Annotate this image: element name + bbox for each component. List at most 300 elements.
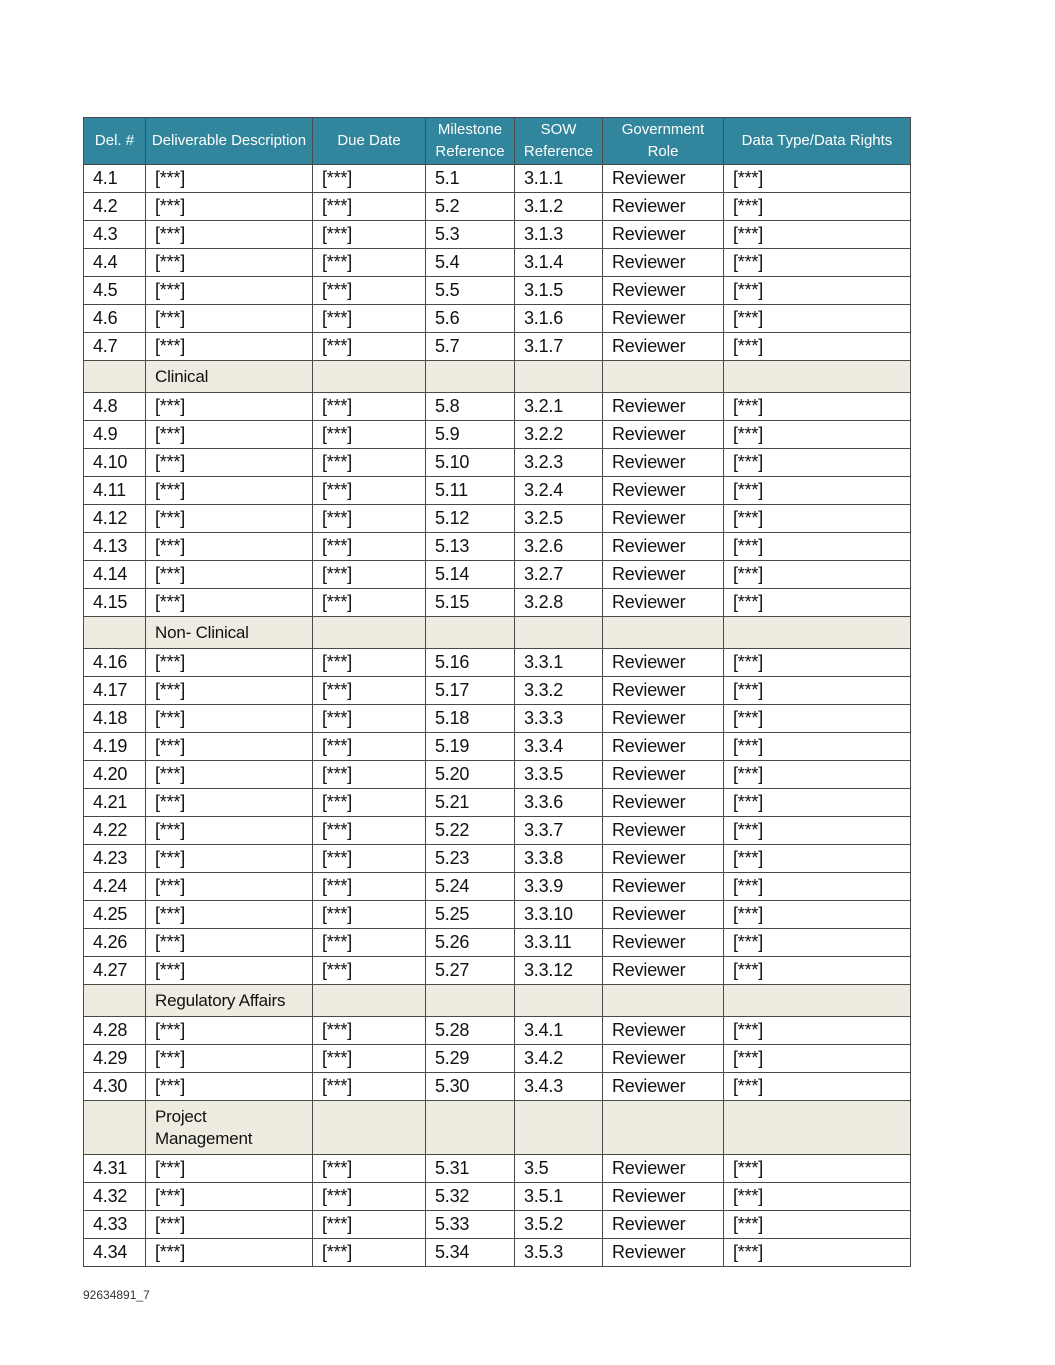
description-cell: [***] <box>146 477 313 505</box>
del-number-cell: 4.27 <box>84 957 146 985</box>
sow-ref-cell: 3.5.1 <box>515 1183 603 1211</box>
table-row <box>84 249 911 277</box>
section-empty-cell <box>515 617 603 649</box>
table-row <box>84 1155 911 1183</box>
data-rights-cell: [***] <box>724 393 911 421</box>
del-number-cell: 4.1 <box>84 165 146 193</box>
sow-ref-cell: 3.3.4 <box>515 733 603 761</box>
due-date-cell: [***] <box>313 873 426 901</box>
due-date-cell: [***] <box>313 221 426 249</box>
table-row <box>84 649 911 677</box>
section-empty-cell <box>313 985 426 1017</box>
data-rights-cell: [***] <box>724 845 911 873</box>
gov-role-cell: Reviewer <box>603 1045 724 1073</box>
gov-role-cell: Reviewer <box>603 873 724 901</box>
due-date-cell: [***] <box>313 165 426 193</box>
gov-role-cell: Reviewer <box>603 333 724 361</box>
section-row <box>84 361 911 393</box>
description-cell: [***] <box>146 1017 313 1045</box>
section-empty-cell <box>515 1101 603 1155</box>
data-rights-cell: [***] <box>724 1045 911 1073</box>
description-cell: [***] <box>146 589 313 617</box>
milestone-ref-cell: 5.8 <box>426 393 515 421</box>
table-row <box>84 1239 911 1267</box>
gov-role-cell: Reviewer <box>603 221 724 249</box>
milestone-ref-cell: 5.12 <box>426 505 515 533</box>
due-date-cell: [***] <box>313 277 426 305</box>
gov-role-cell: Reviewer <box>603 957 724 985</box>
due-date-cell: [***] <box>313 533 426 561</box>
description-cell: [***] <box>146 393 313 421</box>
section-empty-cell <box>724 617 911 649</box>
due-date-cell: [***] <box>313 1239 426 1267</box>
gov-role-cell: Reviewer <box>603 1211 724 1239</box>
del-number-cell: 4.22 <box>84 817 146 845</box>
section-empty-cell <box>84 985 146 1017</box>
section-title: Project Management <box>146 1101 313 1155</box>
del-number-cell: 4.28 <box>84 1017 146 1045</box>
del-number-cell: 4.2 <box>84 193 146 221</box>
description-cell: [***] <box>146 649 313 677</box>
section-title: Regulatory Affairs <box>146 985 313 1017</box>
gov-role-cell: Reviewer <box>603 277 724 305</box>
due-date-cell: [***] <box>313 1073 426 1101</box>
sow-ref-cell: 3.3.11 <box>515 929 603 957</box>
due-date-cell: [***] <box>313 957 426 985</box>
description-cell: [***] <box>146 533 313 561</box>
milestone-ref-cell: 5.25 <box>426 901 515 929</box>
table-row <box>84 477 911 505</box>
sow-ref-cell: 3.1.5 <box>515 277 603 305</box>
table-row <box>84 589 911 617</box>
gov-role-cell: Reviewer <box>603 1183 724 1211</box>
section-empty-cell <box>603 985 724 1017</box>
table-row <box>84 305 911 333</box>
del-number-cell: 4.7 <box>84 333 146 361</box>
gov-role-cell: Reviewer <box>603 249 724 277</box>
milestone-ref-cell: 5.7 <box>426 333 515 361</box>
gov-role-cell: Reviewer <box>603 817 724 845</box>
data-rights-cell: [***] <box>724 873 911 901</box>
section-empty-cell <box>426 1101 515 1155</box>
milestone-ref-cell: 5.6 <box>426 305 515 333</box>
data-rights-cell: [***] <box>724 649 911 677</box>
gov-role-cell: Reviewer <box>603 929 724 957</box>
del-number-cell: 4.3 <box>84 221 146 249</box>
data-rights-cell: [***] <box>724 165 911 193</box>
del-number-cell: 4.23 <box>84 845 146 873</box>
del-number-cell: 4.24 <box>84 873 146 901</box>
due-date-cell: [***] <box>313 677 426 705</box>
milestone-ref-cell: 5.2 <box>426 193 515 221</box>
section-empty-cell <box>84 1101 146 1155</box>
gov-role-cell: Reviewer <box>603 505 724 533</box>
table-row <box>84 1183 911 1211</box>
section-empty-cell <box>426 985 515 1017</box>
section-title: Clinical <box>146 361 313 393</box>
sow-ref-cell: 3.4.3 <box>515 1073 603 1101</box>
sow-ref-cell: 3.1.7 <box>515 333 603 361</box>
due-date-cell: [***] <box>313 305 426 333</box>
data-rights-cell: [***] <box>724 733 911 761</box>
del-number-cell: 4.20 <box>84 761 146 789</box>
description-cell: [***] <box>146 1211 313 1239</box>
section-empty-cell <box>426 361 515 393</box>
del-number-cell: 4.34 <box>84 1239 146 1267</box>
sow-ref-cell: 3.3.12 <box>515 957 603 985</box>
data-rights-cell: [***] <box>724 817 911 845</box>
due-date-cell: [***] <box>313 705 426 733</box>
table-row <box>84 393 911 421</box>
section-row <box>84 985 911 1017</box>
table-row <box>84 193 911 221</box>
gov-role-cell: Reviewer <box>603 705 724 733</box>
sow-ref-cell: 3.2.2 <box>515 421 603 449</box>
header-milestone-reference: Milestone Reference <box>426 118 515 165</box>
table-row <box>84 561 911 589</box>
sow-ref-cell: 3.5.3 <box>515 1239 603 1267</box>
due-date-cell: [***] <box>313 393 426 421</box>
description-cell: [***] <box>146 333 313 361</box>
table-row <box>84 165 911 193</box>
data-rights-cell: [***] <box>724 901 911 929</box>
milestone-ref-cell: 5.19 <box>426 733 515 761</box>
due-date-cell: [***] <box>313 1155 426 1183</box>
del-number-cell: 4.31 <box>84 1155 146 1183</box>
description-cell: [***] <box>146 1155 313 1183</box>
description-cell: [***] <box>146 1073 313 1101</box>
due-date-cell: [***] <box>313 505 426 533</box>
milestone-ref-cell: 5.3 <box>426 221 515 249</box>
milestone-ref-cell: 5.34 <box>426 1239 515 1267</box>
table-row <box>84 1073 911 1101</box>
header-row <box>84 118 911 165</box>
due-date-cell: [***] <box>313 929 426 957</box>
due-date-cell: [***] <box>313 789 426 817</box>
table-row <box>84 505 911 533</box>
description-cell: [***] <box>146 277 313 305</box>
del-number-cell: 4.4 <box>84 249 146 277</box>
due-date-cell: [***] <box>313 845 426 873</box>
del-number-cell: 4.16 <box>84 649 146 677</box>
description-cell: [***] <box>146 705 313 733</box>
data-rights-cell: [***] <box>724 1211 911 1239</box>
description-cell: [***] <box>146 957 313 985</box>
due-date-cell: [***] <box>313 333 426 361</box>
description-cell: [***] <box>146 789 313 817</box>
description-cell: [***] <box>146 817 313 845</box>
del-number-cell: 4.29 <box>84 1045 146 1073</box>
due-date-cell: [***] <box>313 1211 426 1239</box>
due-date-cell: [***] <box>313 1017 426 1045</box>
gov-role-cell: Reviewer <box>603 421 724 449</box>
del-number-cell: 4.26 <box>84 929 146 957</box>
section-empty-cell <box>313 1101 426 1155</box>
sow-ref-cell: 3.2.1 <box>515 393 603 421</box>
table-row <box>84 677 911 705</box>
table-row <box>84 873 911 901</box>
del-number-cell: 4.21 <box>84 789 146 817</box>
milestone-ref-cell: 5.24 <box>426 873 515 901</box>
del-number-cell: 4.9 <box>84 421 146 449</box>
table-row <box>84 929 911 957</box>
table-row <box>84 845 911 873</box>
del-number-cell: 4.25 <box>84 901 146 929</box>
table-row <box>84 1045 911 1073</box>
table-row <box>84 817 911 845</box>
gov-role-cell: Reviewer <box>603 305 724 333</box>
header-sow-reference: SOW Reference <box>515 118 603 165</box>
table-row <box>84 733 911 761</box>
header-data-type-rights: Data Type/Data Rights <box>724 118 911 165</box>
data-rights-cell: [***] <box>724 477 911 505</box>
sow-ref-cell: 3.5.2 <box>515 1211 603 1239</box>
sow-ref-cell: 3.3.5 <box>515 761 603 789</box>
section-empty-cell <box>724 985 911 1017</box>
due-date-cell: [***] <box>313 817 426 845</box>
gov-role-cell: Reviewer <box>603 1239 724 1267</box>
section-empty-cell <box>84 361 146 393</box>
description-cell: [***] <box>146 761 313 789</box>
milestone-ref-cell: 5.26 <box>426 929 515 957</box>
section-empty-cell <box>515 361 603 393</box>
table-body <box>84 165 911 1267</box>
gov-role-cell: Reviewer <box>603 449 724 477</box>
table-row <box>84 789 911 817</box>
due-date-cell: [***] <box>313 761 426 789</box>
sow-ref-cell: 3.3.2 <box>515 677 603 705</box>
description-cell: [***] <box>146 193 313 221</box>
data-rights-cell: [***] <box>724 589 911 617</box>
data-rights-cell: [***] <box>724 929 911 957</box>
data-rights-cell: [***] <box>724 193 911 221</box>
description-cell: [***] <box>146 1239 313 1267</box>
del-number-cell: 4.8 <box>84 393 146 421</box>
table-row <box>84 1017 911 1045</box>
milestone-ref-cell: 5.9 <box>426 421 515 449</box>
gov-role-cell: Reviewer <box>603 1017 724 1045</box>
del-number-cell: 4.30 <box>84 1073 146 1101</box>
data-rights-cell: [***] <box>724 1183 911 1211</box>
description-cell: [***] <box>146 505 313 533</box>
milestone-ref-cell: 5.22 <box>426 817 515 845</box>
sow-ref-cell: 3.4.1 <box>515 1017 603 1045</box>
description-cell: [***] <box>146 249 313 277</box>
sow-ref-cell: 3.3.10 <box>515 901 603 929</box>
data-rights-cell: [***] <box>724 421 911 449</box>
milestone-ref-cell: 5.4 <box>426 249 515 277</box>
due-date-cell: [***] <box>313 589 426 617</box>
del-number-cell: 4.13 <box>84 533 146 561</box>
description-cell: [***] <box>146 421 313 449</box>
due-date-cell: [***] <box>313 1045 426 1073</box>
gov-role-cell: Reviewer <box>603 1155 724 1183</box>
del-number-cell: 4.19 <box>84 733 146 761</box>
section-empty-cell <box>603 361 724 393</box>
section-empty-cell <box>603 617 724 649</box>
milestone-ref-cell: 5.23 <box>426 845 515 873</box>
data-rights-cell: [***] <box>724 1155 911 1183</box>
description-cell: [***] <box>146 901 313 929</box>
table-row <box>84 333 911 361</box>
section-empty-cell <box>313 361 426 393</box>
data-rights-cell: [***] <box>724 677 911 705</box>
due-date-cell: [***] <box>313 477 426 505</box>
milestone-ref-cell: 5.13 <box>426 533 515 561</box>
due-date-cell: [***] <box>313 249 426 277</box>
description-cell: [***] <box>146 733 313 761</box>
milestone-ref-cell: 5.15 <box>426 589 515 617</box>
del-number-cell: 4.17 <box>84 677 146 705</box>
gov-role-cell: Reviewer <box>603 165 724 193</box>
header-deliverable-description: Deliverable Description <box>146 118 313 165</box>
description-cell: [***] <box>146 1183 313 1211</box>
milestone-ref-cell: 5.29 <box>426 1045 515 1073</box>
milestone-ref-cell: 5.16 <box>426 649 515 677</box>
data-rights-cell: [***] <box>724 533 911 561</box>
table-row <box>84 1211 911 1239</box>
data-rights-cell: [***] <box>724 449 911 477</box>
gov-role-cell: Reviewer <box>603 761 724 789</box>
section-empty-cell <box>515 985 603 1017</box>
description-cell: [***] <box>146 873 313 901</box>
gov-role-cell: Reviewer <box>603 393 724 421</box>
milestone-ref-cell: 5.5 <box>426 277 515 305</box>
data-rights-cell: [***] <box>724 957 911 985</box>
sow-ref-cell: 3.1.4 <box>515 249 603 277</box>
sow-ref-cell: 3.1.6 <box>515 305 603 333</box>
del-number-cell: 4.32 <box>84 1183 146 1211</box>
section-empty-cell <box>724 361 911 393</box>
table-row <box>84 705 911 733</box>
section-empty-cell <box>603 1101 724 1155</box>
gov-role-cell: Reviewer <box>603 533 724 561</box>
milestone-ref-cell: 5.10 <box>426 449 515 477</box>
sow-ref-cell: 3.5 <box>515 1155 603 1183</box>
gov-role-cell: Reviewer <box>603 649 724 677</box>
sow-ref-cell: 3.3.3 <box>515 705 603 733</box>
data-rights-cell: [***] <box>724 1239 911 1267</box>
del-number-cell: 4.33 <box>84 1211 146 1239</box>
table-row <box>84 221 911 249</box>
sow-ref-cell: 3.3.8 <box>515 845 603 873</box>
document-id-footer: 92634891_7 <box>83 1288 150 1302</box>
table-row <box>84 421 911 449</box>
gov-role-cell: Reviewer <box>603 477 724 505</box>
sow-ref-cell: 3.3.9 <box>515 873 603 901</box>
due-date-cell: [***] <box>313 561 426 589</box>
data-rights-cell: [***] <box>724 1017 911 1045</box>
section-title: Non- Clinical <box>146 617 313 649</box>
data-rights-cell: [***] <box>724 305 911 333</box>
section-empty-cell <box>84 617 146 649</box>
table-row <box>84 901 911 929</box>
milestone-ref-cell: 5.20 <box>426 761 515 789</box>
milestone-ref-cell: 5.14 <box>426 561 515 589</box>
milestone-ref-cell: 5.32 <box>426 1183 515 1211</box>
description-cell: [***] <box>146 165 313 193</box>
del-number-cell: 4.15 <box>84 589 146 617</box>
data-rights-cell: [***] <box>724 1073 911 1101</box>
gov-role-cell: Reviewer <box>603 789 724 817</box>
table-header <box>84 118 911 165</box>
section-row <box>84 617 911 649</box>
gov-role-cell: Reviewer <box>603 193 724 221</box>
del-number-cell: 4.11 <box>84 477 146 505</box>
sow-ref-cell: 3.2.5 <box>515 505 603 533</box>
gov-role-cell: Reviewer <box>603 901 724 929</box>
header-government-role: Government Role <box>603 118 724 165</box>
milestone-ref-cell: 5.33 <box>426 1211 515 1239</box>
deliverables-table <box>83 117 911 1267</box>
section-row <box>84 1101 911 1155</box>
table-row <box>84 957 911 985</box>
table-row <box>84 449 911 477</box>
description-cell: [***] <box>146 561 313 589</box>
due-date-cell: [***] <box>313 649 426 677</box>
due-date-cell: [***] <box>313 1183 426 1211</box>
header-del-number: Del. # <box>84 118 146 165</box>
milestone-ref-cell: 5.1 <box>426 165 515 193</box>
milestone-ref-cell: 5.17 <box>426 677 515 705</box>
due-date-cell: [***] <box>313 193 426 221</box>
gov-role-cell: Reviewer <box>603 677 724 705</box>
sow-ref-cell: 3.2.3 <box>515 449 603 477</box>
section-empty-cell <box>313 617 426 649</box>
data-rights-cell: [***] <box>724 249 911 277</box>
sow-ref-cell: 3.3.7 <box>515 817 603 845</box>
milestone-ref-cell: 5.30 <box>426 1073 515 1101</box>
due-date-cell: [***] <box>313 449 426 477</box>
due-date-cell: [***] <box>313 733 426 761</box>
data-rights-cell: [***] <box>724 221 911 249</box>
gov-role-cell: Reviewer <box>603 1073 724 1101</box>
data-rights-cell: [***] <box>724 333 911 361</box>
sow-ref-cell: 3.1.2 <box>515 193 603 221</box>
sow-ref-cell: 3.1.1 <box>515 165 603 193</box>
sow-ref-cell: 3.2.7 <box>515 561 603 589</box>
sow-ref-cell: 3.2.4 <box>515 477 603 505</box>
del-number-cell: 4.18 <box>84 705 146 733</box>
sow-ref-cell: 3.3.6 <box>515 789 603 817</box>
del-number-cell: 4.14 <box>84 561 146 589</box>
data-rights-cell: [***] <box>724 505 911 533</box>
description-cell: [***] <box>146 929 313 957</box>
sow-ref-cell: 3.1.3 <box>515 221 603 249</box>
table-row <box>84 533 911 561</box>
del-number-cell: 4.12 <box>84 505 146 533</box>
data-rights-cell: [***] <box>724 789 911 817</box>
milestone-ref-cell: 5.11 <box>426 477 515 505</box>
milestone-ref-cell: 5.31 <box>426 1155 515 1183</box>
del-number-cell: 4.5 <box>84 277 146 305</box>
description-cell: [***] <box>146 677 313 705</box>
table-row <box>84 277 911 305</box>
table-row <box>84 761 911 789</box>
milestone-ref-cell: 5.28 <box>426 1017 515 1045</box>
data-rights-cell: [***] <box>724 277 911 305</box>
sow-ref-cell: 3.2.8 <box>515 589 603 617</box>
due-date-cell: [***] <box>313 421 426 449</box>
description-cell: [***] <box>146 305 313 333</box>
sow-ref-cell: 3.3.1 <box>515 649 603 677</box>
data-rights-cell: [***] <box>724 561 911 589</box>
data-rights-cell: [***] <box>724 761 911 789</box>
due-date-cell: [***] <box>313 901 426 929</box>
milestone-ref-cell: 5.21 <box>426 789 515 817</box>
description-cell: [***] <box>146 449 313 477</box>
data-rights-cell: [***] <box>724 705 911 733</box>
